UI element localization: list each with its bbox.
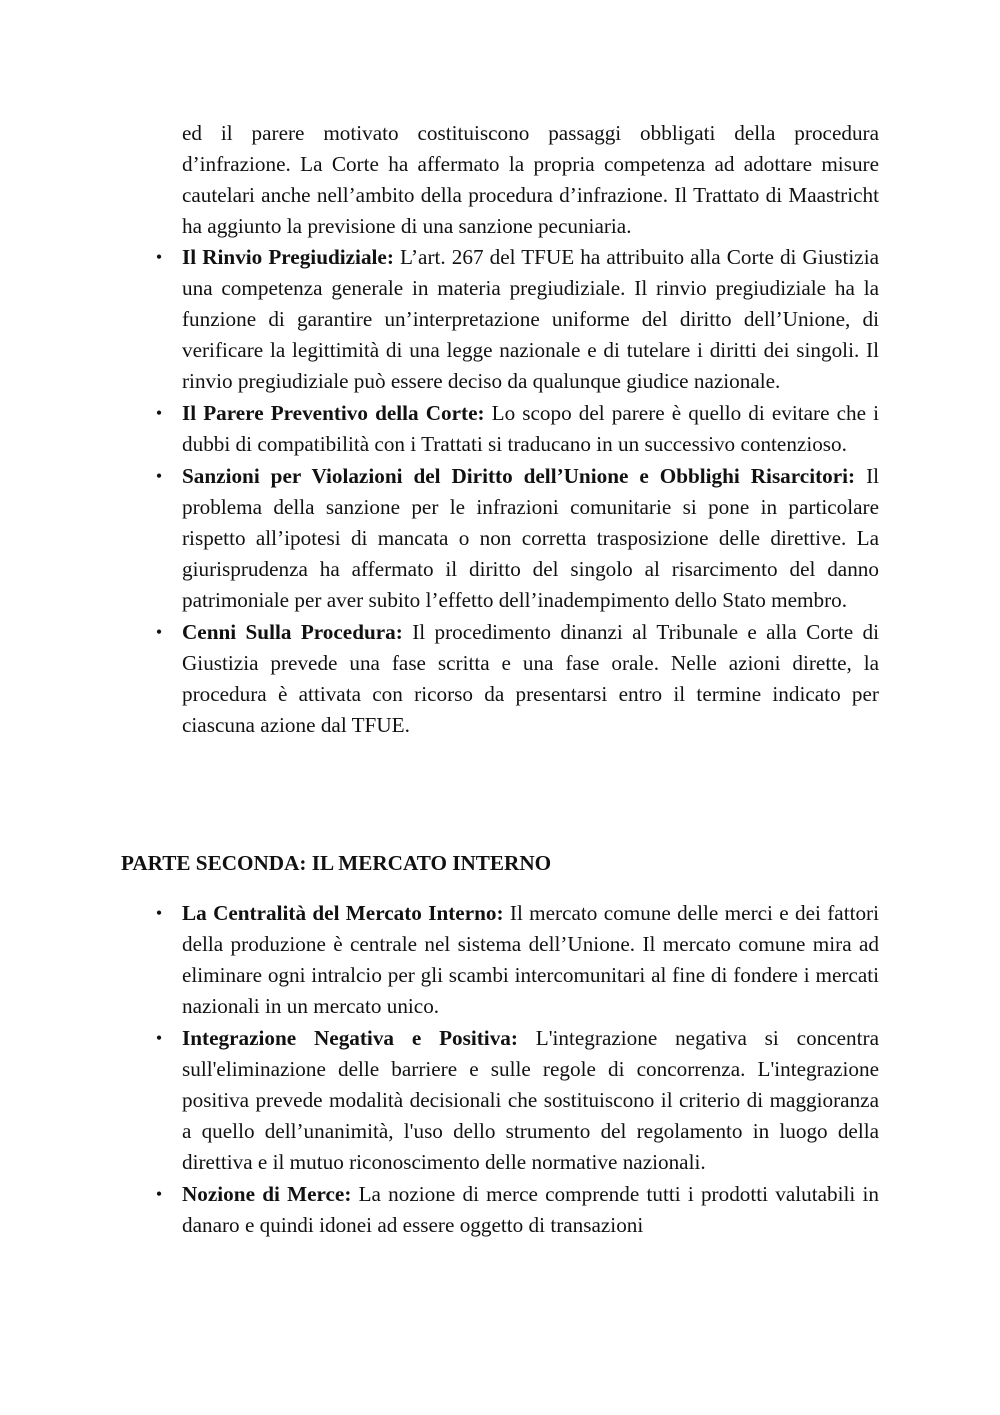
item-term: Il Parere Preventivo della Corte:	[182, 401, 485, 425]
bullet-list-section-one	[0, 242, 1000, 742]
bullet-icon: •	[155, 1028, 163, 1048]
list-item	[0, 398, 1000, 460]
item-term: Cenni Sulla Procedura:	[182, 620, 403, 644]
continuation-paragraph: ed il parere motivato costituiscono passaggi obbligati della procedura d’infrazione. La Corte ha affermato la propria competenza ad adottare misure cautelari anche nell’ambito della procedura d’infrazione. Il Trattato di Maastricht ha aggiunto la previsione di una sanzione pecuniaria.	[182, 121, 879, 238]
item-text: L'integrazione negativa si concentra sull'eliminazione delle barriere e sulle regole di concorrenza. L'integrazione positiva prevede modalità decisionali che sostituiscono il criterio di maggioranza a quello dell’unanimità, l'uso dello strumento del regolamento in luogo della direttiva e il mutuo riconoscimento delle normative nazionali.	[182, 1026, 879, 1174]
bullet-icon: •	[155, 903, 163, 923]
item-term: Nozione di Merce:	[182, 1182, 352, 1206]
list-item	[0, 617, 1000, 741]
bullet-list-section-two	[0, 898, 1000, 1242]
bullet-icon: •	[155, 403, 163, 423]
list-item	[0, 461, 1000, 616]
item-text: L’art. 267 del TFUE ha attribuito alla Corte di Giustizia una competenza generale in materia pregiudiziale. Il rinvio pregiudiziale ha la funzione di garantire un’interpretazione uniforme del diritto dell’Unione, di verificare la legittimità di una legge nazionale e di tutelare i diritti dei singoli. Il rinvio pregiudiziale può essere deciso da qualunque giudice nazionale.	[182, 245, 880, 393]
list-item	[0, 1023, 1000, 1178]
section-heading: PARTE SECONDA: IL MERCATO INTERNO	[121, 851, 552, 875]
item-term: La Centralità del Mercato Interno:	[182, 901, 504, 925]
bullet-icon: •	[155, 1184, 163, 1204]
list-item	[0, 898, 1000, 1022]
item-text: Il procedimento dinanzi al Tribunale e alla Corte di Giustizia prevede una fase scritta e una fase orale. Nelle azioni dirette, la procedura è attivata con ricorso da presentarsi entro il termine indicato per ciascuna azione dal TFUE.	[182, 620, 880, 737]
item-text: Il mercato comune delle merci e dei fattori della produzione è centrale nel sistema dell’Unione. Il mercato comune mira ad eliminare ogni intralcio per gli scambi intercomunitari al fine di fondere i mercati nazionali in un mercato unico.	[182, 901, 879, 1018]
bullet-icon: •	[155, 622, 163, 642]
item-text: Lo scopo del parere è quello di evitare che i dubbi di compatibilità con i Trattati si traducano in un successivo contenzioso.	[182, 401, 879, 456]
item-term: Integrazione Negativa e Positiva:	[182, 1026, 518, 1050]
item-term: Sanzioni per Violazioni del Diritto dell’Unione e Obblighi Risarcitori:	[182, 464, 856, 488]
bullet-icon: •	[155, 466, 163, 486]
bullet-icon: •	[155, 247, 163, 267]
list-item	[0, 1179, 1000, 1241]
item-text: La nozione di merce comprende tutti i prodotti valutabili in danaro e quindi idonei ad essere oggetto di transazioni	[182, 1182, 879, 1237]
list-item	[0, 242, 1000, 397]
item-text: Il problema della sanzione per le infrazioni comunitarie si pone in particolare rispetto all’ipotesi di mancata o non corretta trasposizione delle direttive. La giurisprudenza ha affermato il diritto del singolo al risarcimento del danno patrimoniale per aver subito l’effetto dell’inadempimento dello Stato membro.	[182, 464, 880, 612]
item-term: Il Rinvio Pregiudiziale:	[182, 245, 394, 269]
